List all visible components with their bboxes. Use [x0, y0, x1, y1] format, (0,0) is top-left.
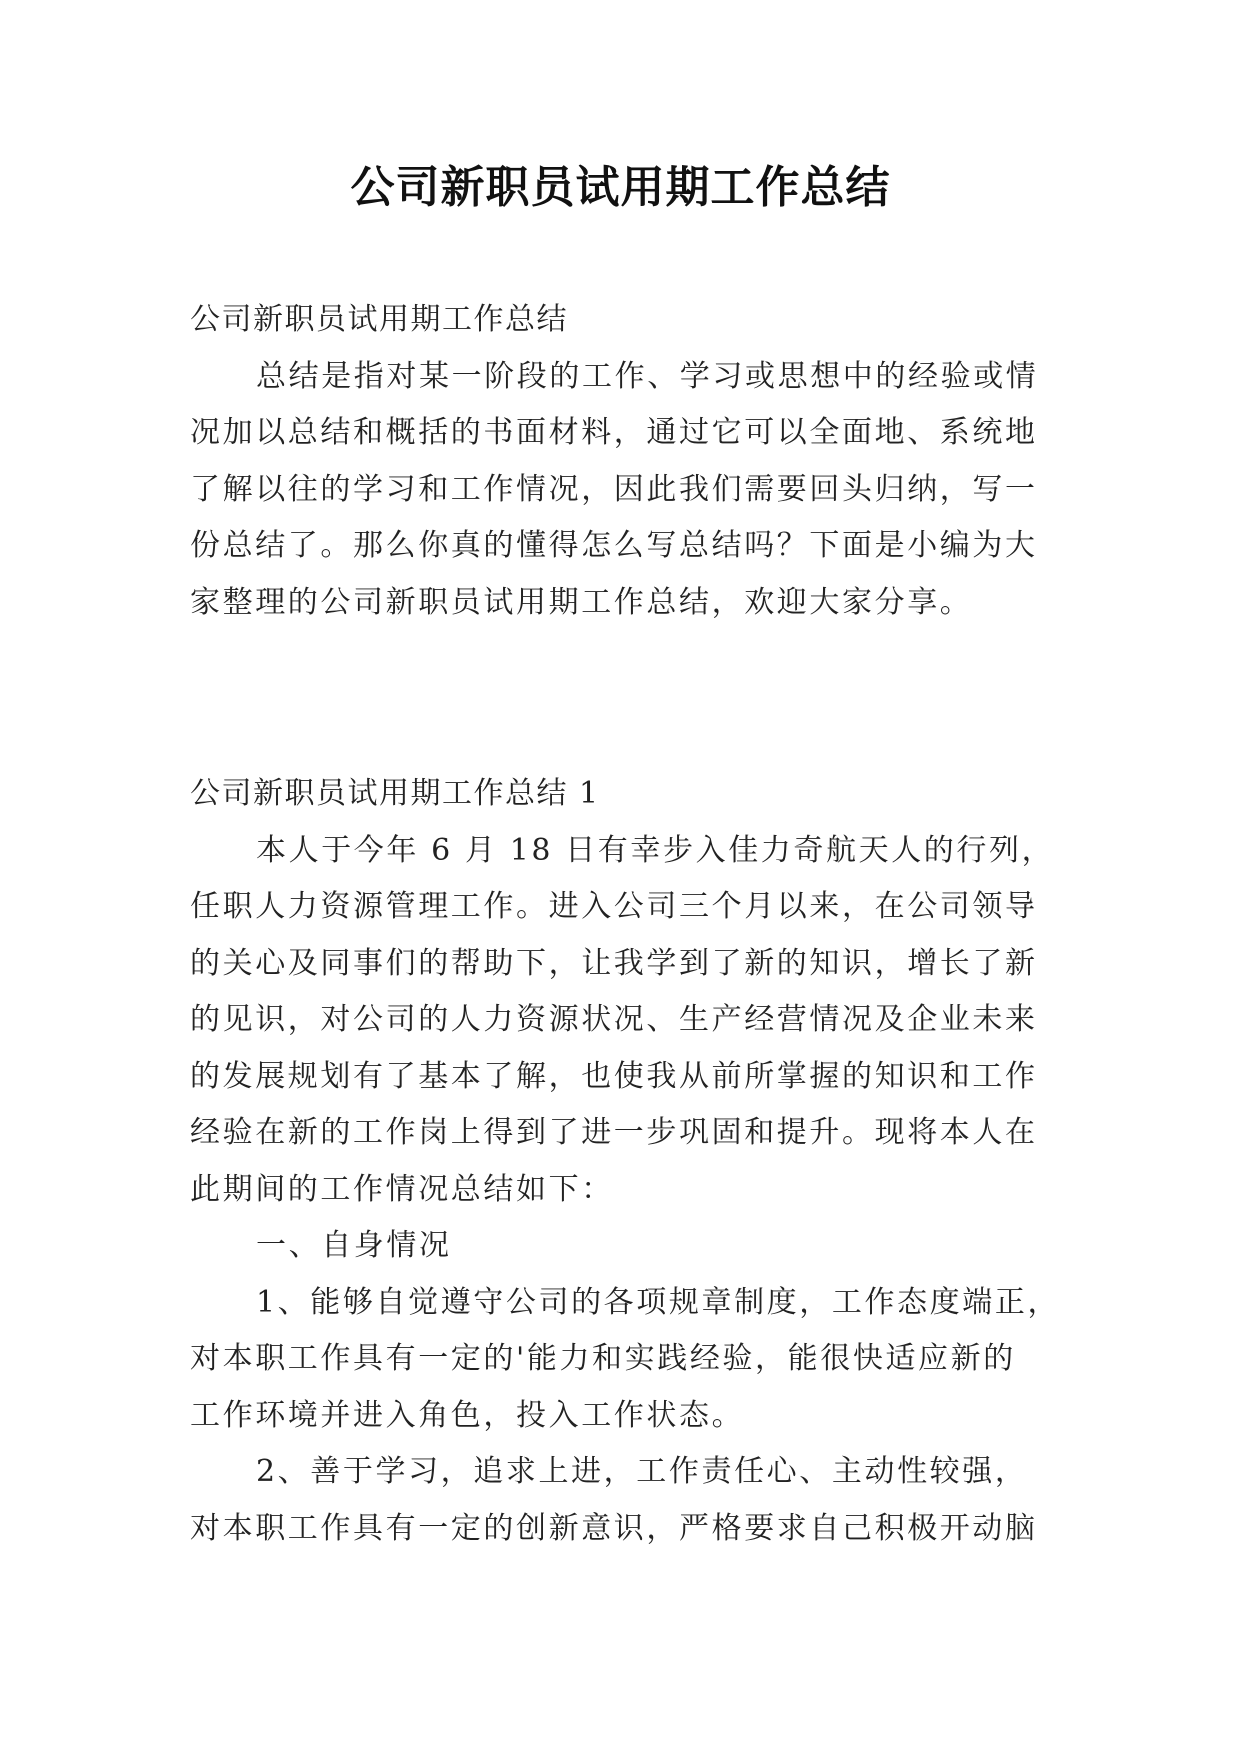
intro-line: 况加以总结和概括的书面材料，通过它可以全面地、系统地 [190, 415, 1038, 450]
intro-subtitle: 公司新职员试用期工作总结 [190, 302, 568, 337]
section-1-line: 1、能够自觉遵守公司的各项规章制度，工作态度端正， [256, 1284, 1061, 1320]
section-1-line: 本人于今年 6 月 18 日有幸步入佳力奇航天人的行列， [256, 832, 1055, 868]
document-title: 公司新职员试用期工作总结 [350, 162, 891, 213]
section-1-line: 的见识，对公司的人力资源状况、生产经营情况及企业未来 [190, 1002, 1038, 1037]
intro-line: 了解以往的学习和工作情况，因此我们需要回头归纳，写一 [190, 471, 1038, 507]
section-1-line: 此期间的工作情况总结如下： [190, 1171, 614, 1207]
section-1-line: 经验在新的工作岗上得到了进一步巩固和提升。现将本人在 [190, 1115, 1038, 1150]
section-1-line: 任职人力资源管理工作。进入公司三个月以来，在公司领导 [190, 889, 1038, 924]
section-1-subheading: 一、自身情况 [256, 1228, 452, 1263]
section-1-line: 对本职工作具有一定的'能力和实践经验，能很快适应新的 [190, 1341, 1016, 1376]
section-1-line: 对本职工作具有一定的创新意识，严格要求自己积极开动脑 [190, 1510, 1038, 1546]
section-1-line: 的发展规划有了基本了解，也使我从前所掌握的知识和工作 [190, 1058, 1038, 1094]
intro-block [190, 292, 1060, 631]
section-1-line: 工作环境并进入角色，投入工作状态。 [190, 1397, 745, 1433]
intro-line: 总结是指对某一阶段的工作、学习或思想中的经验或情 [256, 358, 1039, 394]
section-1-block [190, 766, 1060, 1557]
intro-line: 家整理的公司新职员试用期工作总结，欢迎大家分享。 [190, 584, 973, 620]
section-1-line: 的关心及同事们的帮助下，让我学到了新的知识，增长了新 [190, 945, 1038, 981]
section-1-heading: 公司新职员试用期工作总结 1 [190, 776, 600, 811]
intro-line: 份总结了。那么你真的懂得怎么写总结吗？下面是小编为大 [190, 528, 1038, 563]
section-1-line: 2、善于学习，追求上进，工作责任心、主动性较强， [256, 1454, 1028, 1489]
